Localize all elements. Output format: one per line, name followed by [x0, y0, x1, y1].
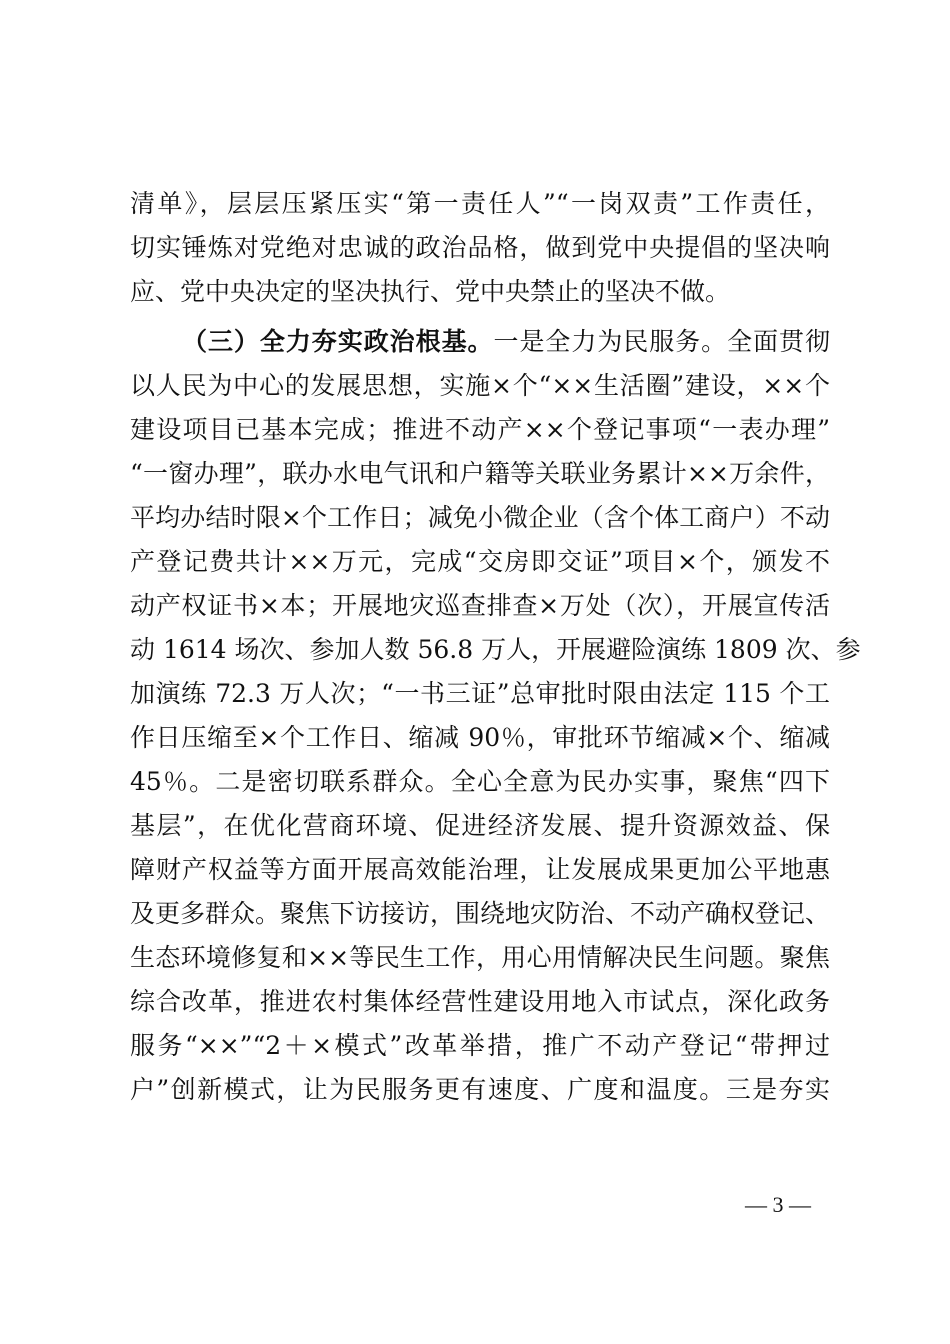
paragraph-1-line-3: 应、党中央决定的坚决执行、党中央禁止的坚决不做。 — [130, 277, 731, 306]
paragraph-2-line-11: 45％。二是密切联系群众。全心全意为民办实事，聚焦“四下 — [130, 767, 830, 796]
paragraph-2-line-6: 产登记费共计××万元，完成“交房即交证”项目×个，颁发不 — [130, 547, 830, 576]
paragraph-2-line-14: 及更多群众。聚焦下访接访，围绕地灾防治、不动产确权登记、 — [130, 899, 831, 928]
paragraph-2-line-19 — [130, 1114, 830, 1154]
paragraph-2-line-4: “一窗办理”，联办水电气讯和户籍等关联业务累计××万余件， — [130, 459, 830, 488]
page-number: — 3 — — [745, 1192, 811, 1217]
paragraph-2-line-17: 服务“××”“2＋×模式”改革举措，推广不动产登记“带押过 — [130, 1031, 830, 1060]
paragraph-2-line-13: 障财产权益等方面开展高效能治理，让发展成果更加公平地惠 — [130, 855, 830, 884]
paragraph-2-line-16: 综合改革，推进农村集体经营性建设用地入市试点，深化政务 — [130, 987, 830, 1016]
paragraph-2-line-3: 建设项目已基本完成；推进不动产××个登记事项“一表办理” — [130, 415, 830, 444]
paragraph-2-line-1-rest: 一是全力为民服务。全面贯彻 — [493, 327, 830, 356]
paragraph-2-line-2: 以人民为中心的发展思想，实施×个“××生活圈”建设，××个 — [130, 371, 830, 400]
paragraph-2-line-15: 生态环境修复和××等民生工作，用心用情解决民生问题。聚焦 — [130, 943, 830, 972]
section-heading: （三）全力夯实政治根基。 — [182, 327, 494, 356]
paragraph-2-line-8: 动 1614 场次、参加人数 56.8 万人，开展避险演练 1809 次、参 — [130, 635, 861, 664]
paragraph-1-line-1: 清单》，层层压紧压实“第一责任人”“一岗双责”工作责任， — [130, 189, 830, 218]
paragraph-2-line-12: 基层”，在优化营商环境、促进经济发展、提升资源效益、保 — [130, 811, 830, 840]
paragraph-2-line-5: 平均办结时限×个工作日；减免小微企业（含个体工商户）不动 — [130, 503, 830, 532]
paragraph-2-line-1 — [182, 322, 830, 362]
paragraph-2-line-9: 加演练 72.3 万人次；“一书三证”总审批时限由法定 115 个工 — [130, 679, 830, 708]
paragraph-2-line-7: 动产权证书×本；开展地灾巡查排查×万处（次），开展宣传活 — [130, 591, 830, 620]
paragraph-1-line-2: 切实锤炼对党绝对忠诚的政治品格，做到党中央提倡的坚决响 — [130, 233, 830, 262]
paragraph-2-line-18: 户”创新模式，让为民服务更有速度、广度和温度。三是夯实 — [130, 1075, 830, 1104]
paragraph-2-line-10: 作日压缩至×个工作日、缩减 90％，审批环节缩减×个、缩减 — [130, 723, 830, 752]
